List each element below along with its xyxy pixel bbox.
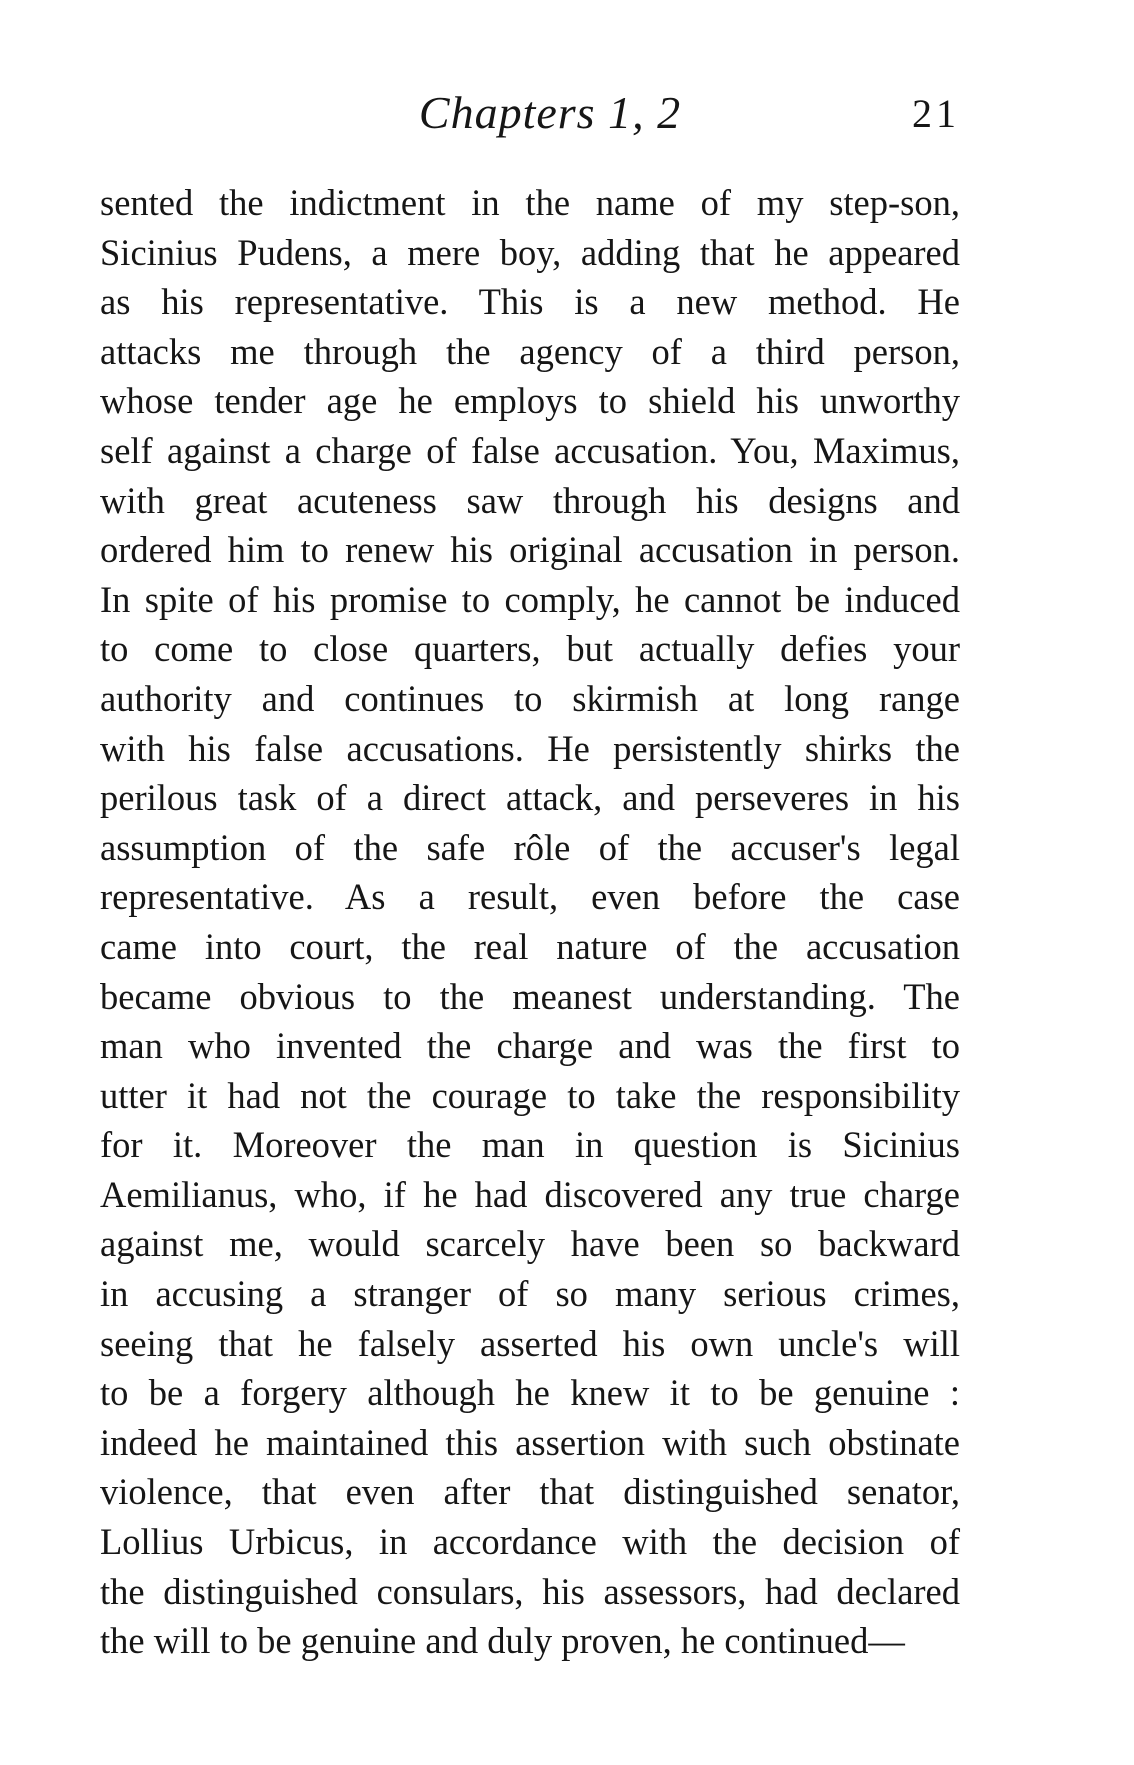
text-line: became obvious to the meanest understanding. The	[100, 975, 960, 1017]
text-line: perilous task of a direct attack, and perseveres in his	[100, 777, 960, 819]
text-line: as his representative. This is a new method. He	[100, 281, 960, 323]
text-line: with his false accusations. He persistently shirks the	[100, 727, 960, 769]
body-text	[100, 178, 960, 1666]
text-line: the distinguished consulars, his assessors, had declared	[100, 1570, 960, 1612]
text-line: ordered him to renew his original accusation in person.	[100, 529, 960, 571]
page-number: 21	[912, 91, 960, 136]
text-line: to be a forgery although he knew it to be genuine :	[100, 1372, 960, 1414]
text-line: sented the indictment in the name of my step-son,	[100, 182, 960, 223]
text-line: Aemilianus, who, if he had discovered any true charge	[100, 1173, 960, 1215]
text-line: In spite of his promise to comply, he cannot be induced	[100, 578, 960, 620]
text-line: authority and continues to skirmish at long range	[100, 677, 960, 719]
text-line: attacks me through the agency of a third person,	[100, 330, 960, 372]
text-line: seeing that he falsely asserted his own uncle's will	[100, 1322, 960, 1364]
text-line: indeed he maintained this assertion with such obstinate	[100, 1421, 960, 1463]
running-head	[0, 86, 1134, 146]
text-line: representative. As a result, even before the case	[100, 876, 960, 918]
text-line: assumption of the safe rôle of the accuser's legal	[100, 826, 960, 868]
text-line: in accusing a stranger of so many serious crimes,	[100, 1273, 960, 1315]
text-line: with great acuteness saw through his designs and	[100, 479, 960, 521]
text-line: Lollius Urbicus, in accordance with the decision of	[100, 1521, 960, 1563]
text-line: man who invented the charge and was the first to	[100, 1025, 960, 1067]
text-line: utter it had not the courage to take the responsibility	[100, 1074, 960, 1116]
text-line: whose tender age he employs to shield his unworthy	[100, 380, 960, 422]
text-line: against me, would scarcely have been so backward	[100, 1223, 960, 1265]
text-line: to come to close quarters, but actually defies your	[100, 628, 960, 670]
text-line: came into court, the real nature of the accusation	[100, 925, 960, 967]
text-line: for it. Moreover the man in question is Sicinius	[100, 1124, 960, 1166]
text-line: the will to be genuine and duly proven, he continued—	[100, 1620, 905, 1662]
text-line: self against a charge of false accusation. You, Maximus,	[100, 429, 960, 471]
text-line: violence, that even after that distinguished senator,	[100, 1471, 960, 1513]
text-line: Sicinius Pudens, a mere boy, adding that he appeared	[100, 231, 960, 273]
running-title: Chapters 1, 2	[418, 87, 682, 138]
